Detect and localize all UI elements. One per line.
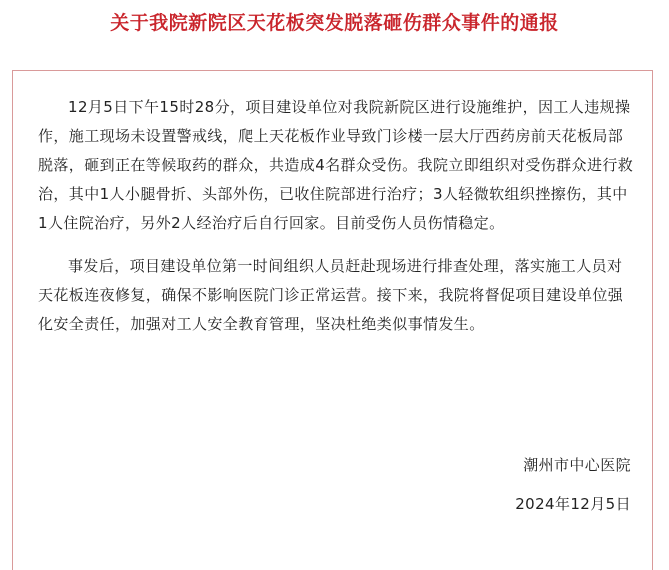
notice-paragraph-2: 事发后，项目建设单位第一时间组织人员赶赴现场进行排查处理，落实施工人员对天花板连夜修复，确保不影响医院门诊正常运营。接下来，我院将督促项目建设单位强化安全责任，加强对工人安全教育管理，坚决杜绝类似事情发生。: [38, 257, 624, 333]
notice-paragraph-1: 12月5日下午15时28分，项目建设单位对我院新院区进行设施维护，因工人违规操作，施工现场未设置警戒线，爬上天花板作业导致门诊楼一层大厅西药房前天花板局部脱落，砸到正在等候取药的群众，共造成4名群众受伤。我院立即组织对受伤群众进行救治，其中1人小腿骨折、头部外伤，已收住院部进行治疗；3人轻微软组织挫擦伤，其中1人住院治疗，另外2人经治疗后自行回家。目前受伤人员伤情稳定。: [38, 98, 634, 232]
signature-date: 2024年12月5日: [515, 495, 631, 513]
notice-body: [38, 93, 634, 339]
notice-title: 关于我院新院区天花板突发脱落砸伤群众事件的通报: [110, 12, 559, 34]
signature-organization: 潮州市中心医院: [523, 456, 631, 474]
